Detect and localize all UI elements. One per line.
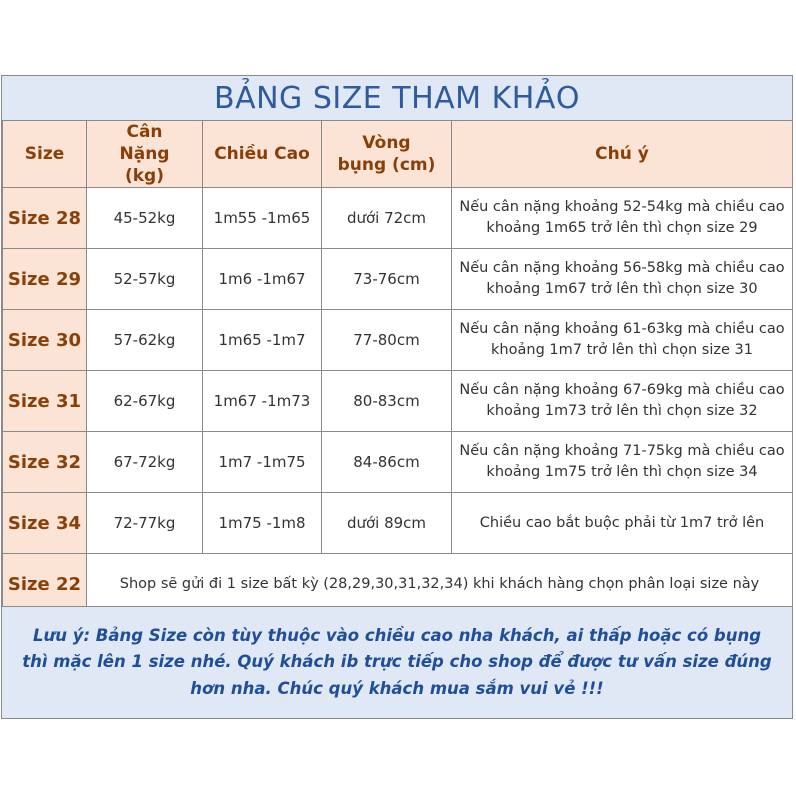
weight-cell: 45-52kg — [87, 188, 203, 249]
size-cell: Size 34 — [3, 493, 87, 554]
footer-note — [2, 606, 792, 718]
weight-cell: 57-62kg — [87, 310, 203, 371]
waist-cell: 77-80cm — [322, 310, 452, 371]
waist-cell: dưới 89cm — [322, 493, 452, 554]
weight-cell: 67-72kg — [87, 432, 203, 493]
header-waist-label: Vòng bụng (cm) — [337, 133, 436, 176]
height-cell: 1m55 -1m65 — [203, 188, 322, 249]
weight-cell: 52-57kg — [87, 249, 203, 310]
title-bar — [2, 76, 792, 121]
height-cell: 1m65 -1m7 — [203, 310, 322, 371]
table-row — [3, 188, 793, 249]
table-row — [3, 493, 793, 554]
note-cell: Nếu cân nặng khoảng 52-54kg mà chiều cao khoảng 1m65 trở lên thì chọn size 29 — [452, 188, 793, 249]
header-weight — [87, 121, 203, 188]
size-cell: Size 28 — [3, 188, 87, 249]
waist-cell: 80-83cm — [322, 371, 452, 432]
size-cell: Size 30 — [3, 310, 87, 371]
note-cell: Nếu cân nặng khoảng 61-63kg mà chiều cao khoảng 1m7 trở lên thì chọn size 31 — [452, 310, 793, 371]
special-size-note: Shop sẽ gửi đi 1 size bất kỳ (28,29,30,31,32,34) khi khách hàng chọn phân loại size này — [87, 554, 793, 615]
table-row — [3, 310, 793, 371]
header-size: Size — [3, 121, 87, 188]
height-cell: 1m75 -1m8 — [203, 493, 322, 554]
weight-cell: 72-77kg — [87, 493, 203, 554]
size-cell: Size 32 — [3, 432, 87, 493]
note-cell: Nếu cân nặng khoảng 71-75kg mà chiều cao khoảng 1m75 trở lên thì chọn size 34 — [452, 432, 793, 493]
size-table — [2, 120, 793, 615]
header-height: Chiều Cao — [203, 121, 322, 188]
table-row — [3, 249, 793, 310]
waist-cell: 84-86cm — [322, 432, 452, 493]
page-title: BẢNG SIZE THAM KHẢO — [214, 80, 580, 116]
weight-cell: 62-67kg — [87, 371, 203, 432]
note-cell: Nếu cân nặng khoảng 67-69kg mà chiều cao khoảng 1m73 trở lên thì chọn size 32 — [452, 371, 793, 432]
table-row — [3, 371, 793, 432]
size-cell: Size 29 — [3, 249, 87, 310]
size-chart — [1, 75, 793, 719]
waist-cell: dưới 72cm — [322, 188, 452, 249]
size-cell: Size 22 — [3, 554, 87, 615]
height-cell: 1m7 -1m75 — [203, 432, 322, 493]
note-cell: Chiều cao bắt buộc phải từ 1m7 trở lên — [452, 493, 793, 554]
height-cell: 1m67 -1m73 — [203, 371, 322, 432]
note-cell: Nếu cân nặng khoảng 56-58kg mà chiều cao khoảng 1m67 trở lên thì chọn size 30 — [452, 249, 793, 310]
table-row — [3, 432, 793, 493]
header-weight-label: Cân Nặng (kg) — [119, 122, 170, 187]
size-cell: Size 31 — [3, 371, 87, 432]
footer-note-text: Lưu ý: Bảng Size còn tùy thuộc vào chiều cao nha khách, ai thấp hoặc có bụng thì mặc lên 1 size nhé. Quý khách ib trực tiếp cho shop để được tư vấn size đúng hơn nha. Chúc quý khách mua sắm vui vẻ !!! — [22, 625, 772, 698]
table-header-row — [3, 121, 793, 188]
waist-cell: 73-76cm — [322, 249, 452, 310]
header-note: Chú ý — [452, 121, 793, 188]
header-waist — [322, 121, 452, 188]
height-cell: 1m6 -1m67 — [203, 249, 322, 310]
